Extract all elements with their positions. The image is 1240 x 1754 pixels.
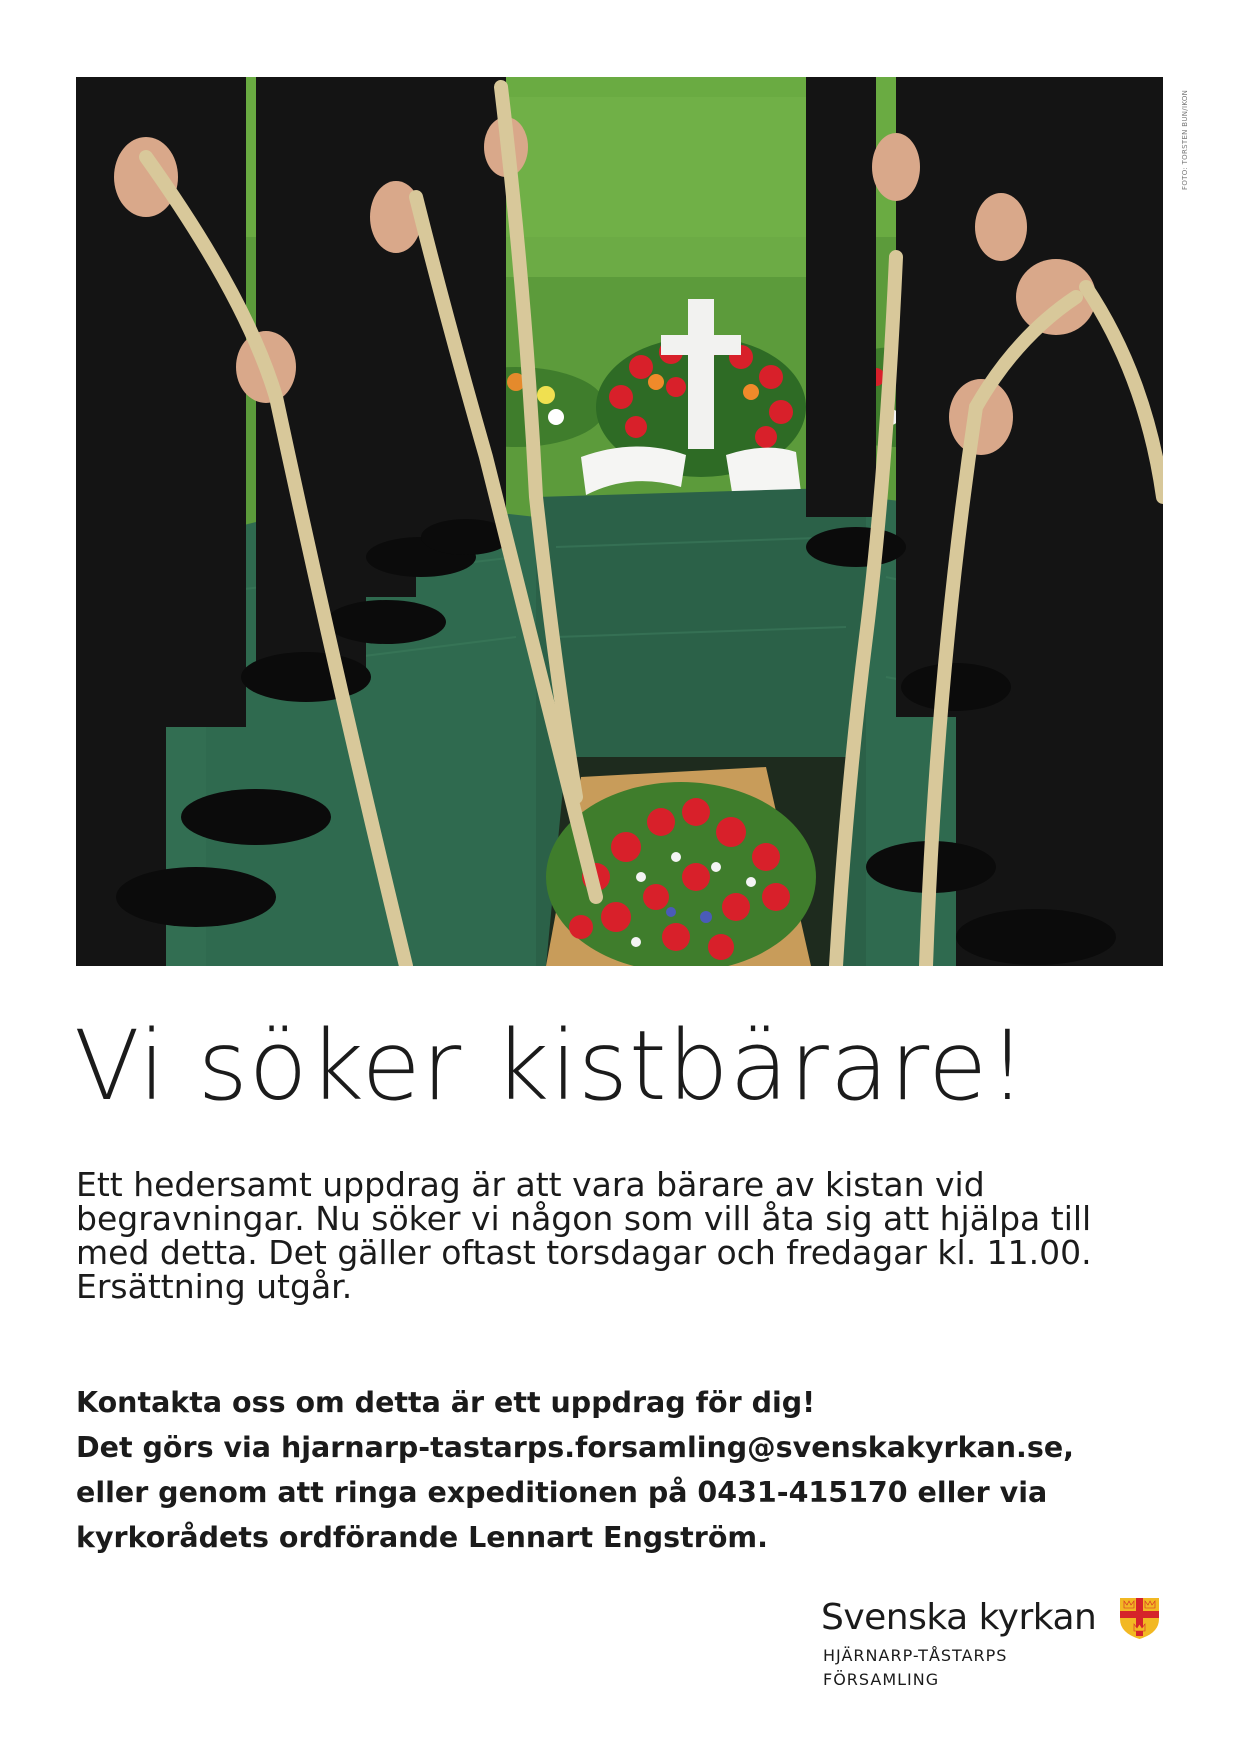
church-crest-icon [1118, 1595, 1161, 1640]
contact-line: Kontakta oss om detta är ett uppdrag för dig! [76, 1386, 816, 1419]
photo-credit-text: FOTO: TORSTEN BUN/IKON [1181, 89, 1189, 190]
intro-paragraph [76, 1165, 1176, 1306]
intro-line: med detta. Det gäller oftast torsdagar och fredagar kl. 11.00. [76, 1233, 1092, 1272]
headline: Vi söker kistbärare! [74, 1010, 1028, 1122]
contact-line-phone: eller genom att ringa expeditionen på 0431-415170 eller via [76, 1476, 1048, 1509]
svenska-kyrkan-logo [821, 1597, 1166, 1693]
logo-brand-name: Svenska kyrkan [821, 1597, 1097, 1638]
contact-line: kyrkorådets ordförande Lennart Engström. [76, 1521, 768, 1554]
contact-line-email: Det görs via hjarnarp-tastarps.forsamling@svenskakyrkan.se, [76, 1431, 1075, 1464]
contact-paragraph [76, 1380, 1176, 1560]
intro-line: begravningar. Nu söker vi någon som vill åta sig att hjälpa till [76, 1199, 1092, 1238]
photo-credit [1181, 80, 1189, 200]
parish-name-line2: FÖRSAMLING [823, 1670, 940, 1689]
parish-name-line1: HJÄRNARP-TÅSTARPS [823, 1646, 1008, 1665]
funeral-photo [76, 77, 1163, 966]
intro-line: Ett hedersamt uppdrag är att vara bärare av kistan vid [76, 1165, 985, 1204]
intro-line: Ersättning utgår. [76, 1267, 353, 1306]
